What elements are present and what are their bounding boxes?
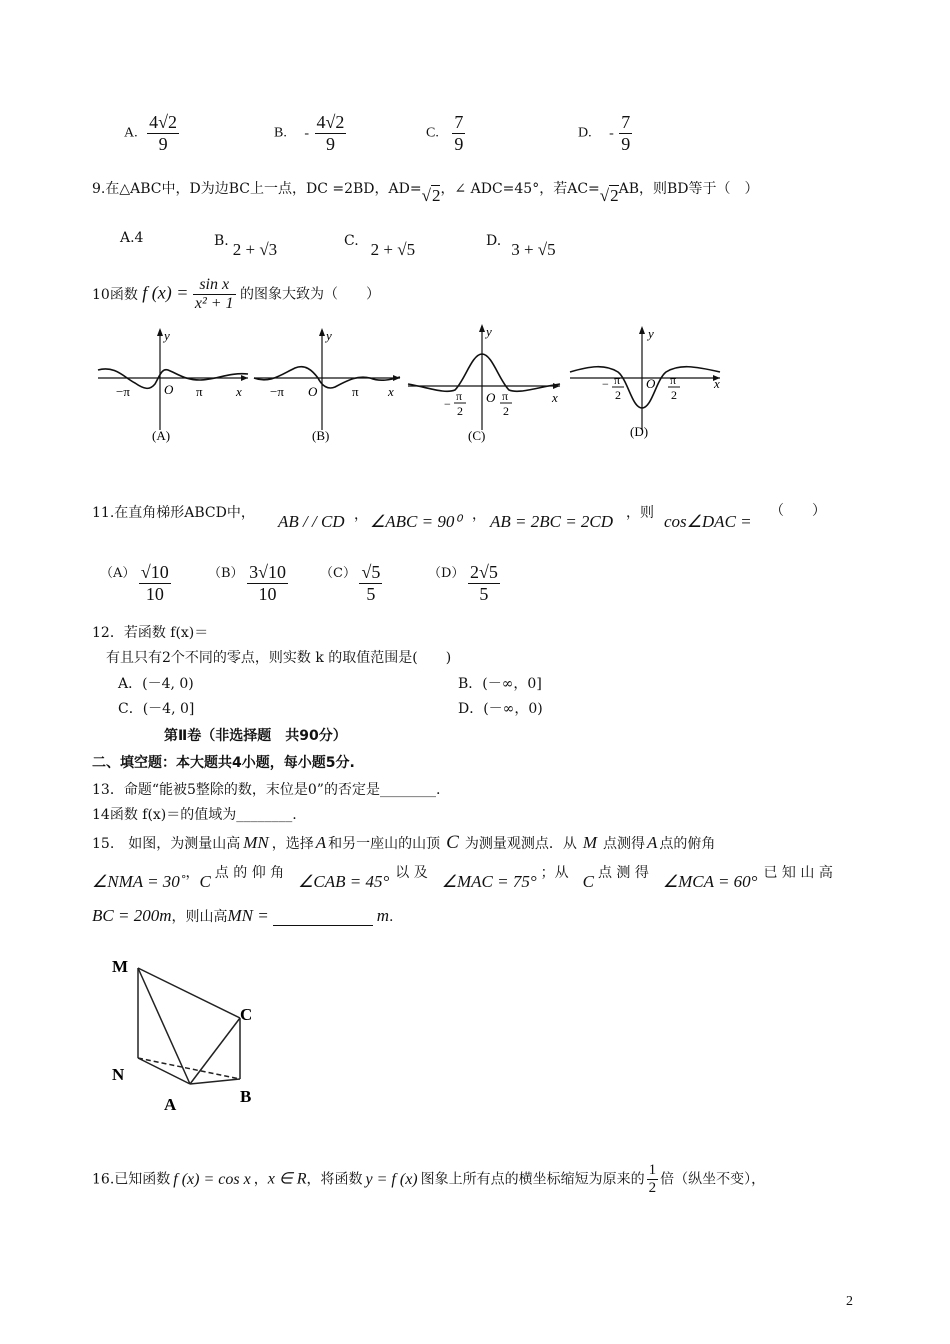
- graph-c-label: (C): [468, 428, 486, 443]
- svg-text:π: π: [502, 389, 509, 403]
- q11-paren: （ ）: [770, 503, 826, 519]
- part2-title: 第Ⅱ卷（非选择题 共90分）: [164, 728, 347, 744]
- q10-graphs-figure: [90, 320, 740, 450]
- svg-text:π: π: [670, 373, 677, 387]
- q15-figure: [104, 948, 284, 1118]
- q9-option-c: C. 2 + √5: [344, 233, 416, 259]
- q13-text: 13．命题“能被5整除的数，末位是0”的否定是________.: [92, 782, 441, 798]
- svg-text:2: 2: [457, 404, 463, 418]
- q8-option-c: C. $\frac{7}{9}$: [426, 112, 464, 154]
- svg-text:π: π: [614, 373, 621, 387]
- q15-line3: BC = 200m，则山高MN = m.: [92, 906, 394, 925]
- q10-stem: 10函数 f (x) = $\frac{\text{sin x}}{\text{x² + 1}}$ 的图象大致为（ ）: [92, 276, 381, 312]
- graph-d: [570, 326, 720, 439]
- graph-a-x-label: x: [236, 384, 242, 399]
- q12-option-b: B．(－∞，0]: [458, 676, 542, 692]
- graph-d-x-label: x: [714, 376, 720, 391]
- graph-c: [408, 324, 560, 443]
- q15-line2: ∠NMA = 30˚，C 点 的 仰 角 ∠CAB = 45° 以 及 ∠MAC = 75° ；从 C 点 测 得 ∠MCA = 60° 已 知 山 高: [92, 865, 833, 891]
- q11-cond1: AB / / CD: [278, 512, 345, 531]
- q8-a-numerator: 4√2: [149, 112, 178, 132]
- graph-a-pi: π: [196, 384, 203, 399]
- q11-cond2: ∠ABC = 90⁰: [370, 512, 462, 531]
- svg-text:−: −: [444, 397, 451, 411]
- graph-d-label: (D): [630, 424, 649, 439]
- graph-a-y-label: y: [164, 328, 170, 343]
- q15-line1: 15. 如图，为测量山高 MN ，选择 A 和另一座山的山顶 C 为测量观测点．从 M 点测得 A 点的俯角: [92, 832, 716, 853]
- q16-text: 16.已知函数 f (x) = cos x ，x ∈ R，将函数 y = f (x) 图象上所有点的横坐标缩短为原来的 $\frac{1}{2}$ 倍（纵坐不变），: [92, 1162, 766, 1196]
- q11-stem: 11.在直角梯形ABCD中，: [92, 505, 255, 521]
- graph-d-y-label: y: [648, 326, 654, 341]
- q12-line2: 有且只有2个不同的零点，则实数 k 的取值范围是( ): [106, 650, 452, 666]
- graph-b-neg-pi: −π: [270, 384, 284, 399]
- svg-text:2: 2: [615, 388, 621, 402]
- fig-label-c: C: [240, 1005, 253, 1024]
- graph-c-origin: O: [486, 390, 496, 405]
- q9-option-d: D. 3 + √5: [486, 233, 556, 259]
- graph-b-label: (B): [312, 428, 330, 443]
- graph-b-x-label: x: [388, 384, 394, 399]
- fig-label-n: N: [112, 1065, 125, 1084]
- fig-label-a: A: [164, 1095, 177, 1114]
- q9-option-a: A.4: [120, 230, 144, 246]
- q12-option-a: A．(－4, 0): [118, 676, 194, 692]
- graph-b-y-label: y: [326, 328, 332, 343]
- q11-option-b: （B） $\frac{3√10}{10}$: [208, 562, 286, 604]
- q12-option-d: D．(－∞，0): [458, 701, 543, 717]
- graph-a-label: (A): [152, 428, 171, 443]
- q8-option-b: B. - $\frac{4√2}{9}$: [274, 112, 345, 154]
- svg-text:π: π: [456, 389, 463, 403]
- svg-text:−: −: [602, 377, 609, 391]
- graph-a-neg-pi: −π: [116, 384, 130, 399]
- graph-b: [254, 328, 400, 443]
- graph-a-origin: O: [164, 382, 174, 397]
- q14-text: 14函数 f(x)＝的值域为________.: [92, 807, 297, 823]
- q11-cond3: AB = 2BC = 2CD: [490, 512, 614, 531]
- q11-ask: cos∠DAC =: [664, 512, 752, 531]
- q8-option-d: D. - $\frac{7}{9}$: [578, 112, 631, 154]
- graph-b-pi: π: [352, 384, 359, 399]
- page-number: 2: [846, 1294, 853, 1309]
- q11-option-a: （A） $\frac{√10}{10}$: [100, 562, 169, 604]
- q9-stem: 9.在△ABC中，D为边BC上一点，DC =2BD，AD=√2，∠ ADC=45°，若AC=√2AB，则BD等于（ ）: [92, 181, 759, 205]
- svg-text:2: 2: [503, 404, 509, 418]
- graph-d-origin: O: [646, 376, 656, 391]
- q11-option-d: （D） $\frac{2√5}{5}$: [428, 562, 498, 604]
- q12-option-c: C．(－4, 0]: [118, 701, 195, 717]
- graph-a: [98, 328, 248, 443]
- q8-option-a: A. $\frac{4√2}{9}$: [124, 112, 178, 154]
- q11-option-c: （C） $\frac{√5}{5}$: [320, 562, 381, 604]
- fig-label-m: M: [112, 957, 129, 976]
- graph-c-y-label: y: [486, 324, 492, 339]
- fill-section-heading: 二、填空题：本大题共4小题，每小题5分.: [92, 755, 355, 771]
- fig-label-b: B: [240, 1087, 252, 1106]
- graph-c-x-label: x: [552, 390, 558, 405]
- q15-answer-blank[interactable]: [273, 925, 373, 926]
- svg-text:2: 2: [671, 388, 677, 402]
- q9-option-b: B. 2 + √3: [214, 233, 278, 259]
- q12-line1: 12．若函数 f(x)＝: [92, 625, 209, 641]
- graph-b-origin: O: [308, 384, 318, 399]
